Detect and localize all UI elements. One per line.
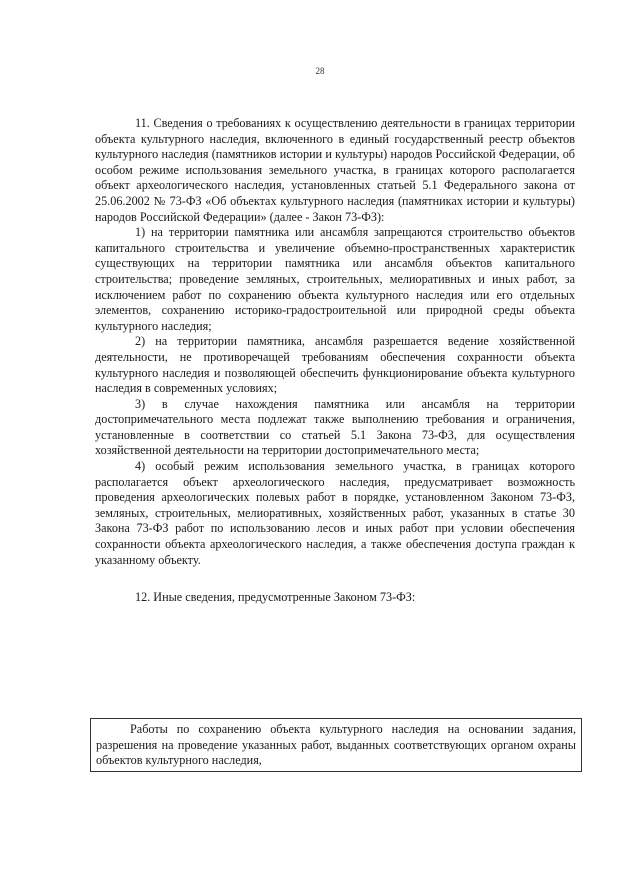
boxed-paragraph: Работы по сохранению объекта культурного наследия на основании задания, разрешения на проведение указанных работ, выданных соответствующих органом охраны объектов культурного наследия, (96, 722, 576, 768)
section-11-item-3: 3) в случае нахождения памятника или ансамбля на территории достопримечательного места подлежат также выполнению требования и ограничения, установленные в соответствии со статьей 5.1 Закона 73-ФЗ, для осуществления хозяйственной деятельности на территории достопримечательного места; (95, 396, 575, 458)
section-12-boxed-text (90, 718, 582, 772)
section-12-heading: 12. Иные сведения, предусмотренные Законом 73-ФЗ: (135, 590, 416, 605)
section-11-item-2: 2) на территории памятника, ансамбля разрешается ведение хозяйственной деятельности, не противоречащей требованиям обеспечения сохранности объекта культурного наследия и позволяющей обеспечить функционирование объекта культурного наследия в современных условиях; (95, 334, 575, 396)
document-body (95, 116, 575, 606)
page-number: 28 (315, 66, 325, 76)
section-11-intro: 11. Сведения о требованиях к осуществлению деятельности в границах территории объекта культурного наследия, включенного в единый государственный реестр объектов культурного наследия (памятников истории и культуры) народов Российской Федерации, об особом режиме использования земельного участка, в границах которого располагается объект археологического наследия, установленных статьей 5.1 Федерального закона от 25.06.2002 № 73-ФЗ «Об объектах культурного наследия (памятниках истории и культуры) народов Российской Федерации» (далее - Закон 73-ФЗ): (95, 116, 575, 224)
section-11-item-1: 1) на территории памятника или ансамбля запрещаются строительство объектов капитального строительства и увеличение объемно-пространственных характеристик существующих на территории памятника или ансамбля объектов капитального строительства; проведение земляных, строительных, мелиоративных и иных работ, за исключением работ по сохранению объекта культурного наследия или его отдельных элементов, сохранению историко-градостроительной или природной среды объекта культурного наследия; (95, 225, 575, 333)
section-11-item-4: 4) особый режим использования земельного участка, в границах которого располагается объект археологического наследия, предусматривает возможность проведения археологических полевых работ в порядке, установленном Законом 73-ФЗ, земляных, строительных, мелиоративных, хозяйственных работ, указанных в статье 30 Закона 73-ФЗ работ по использованию лесов и иных работ при условии обеспечения сохранности объекта археологического наследия, а также обеспечения доступа граждан к указанному объекту. (95, 459, 575, 567)
